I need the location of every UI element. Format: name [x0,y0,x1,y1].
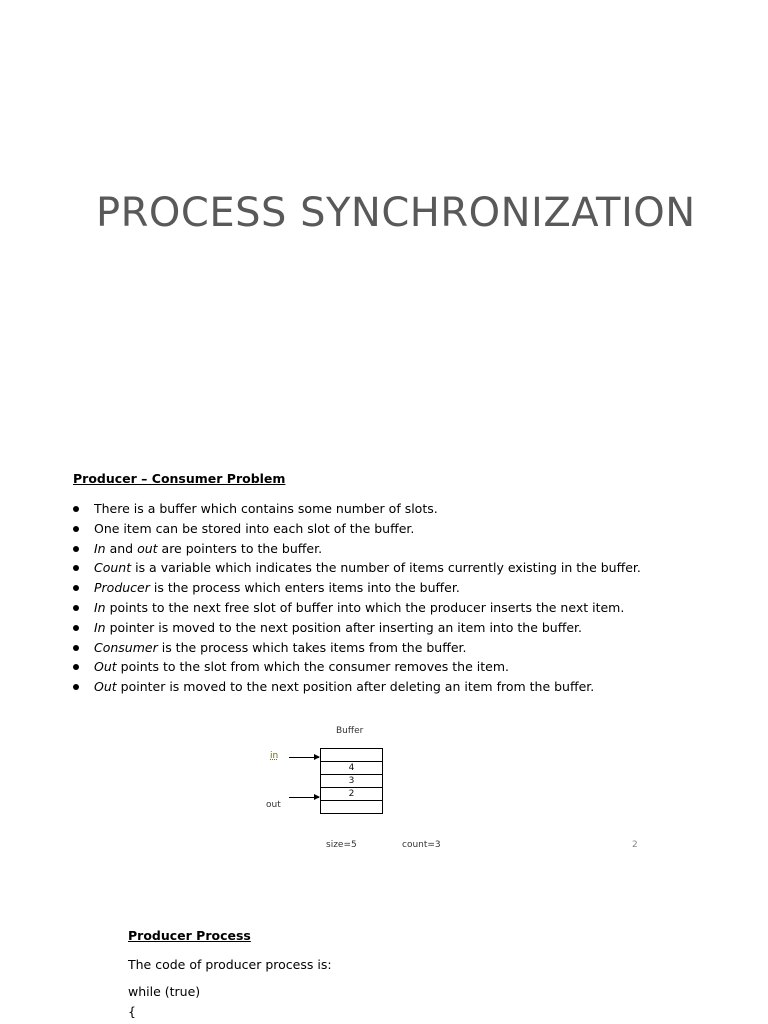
out-pointer-label: out [266,800,281,810]
bullet-item [73,519,713,539]
bullet-item [73,578,713,598]
bullet-text: There is a buffer which contains some number of slots. [94,501,438,516]
bullet-item [73,657,713,677]
bullet-term: Producer [94,580,150,596]
bullet-icon [73,645,79,651]
code-line: while (true) [128,984,201,999]
bullet-item [73,677,713,697]
bullet-icon [73,546,79,552]
bullet-term: Out [94,679,117,695]
bullet-text: points to the slot from which the consumer removes the item. [116,659,509,675]
buffer-label: Buffer [336,726,364,736]
in-pointer-label: in [270,751,279,761]
bullet-term: Count [94,560,132,576]
buffer-slot: 2 [321,788,382,801]
bullet-icon [73,664,79,670]
bullet-text: pointer is moved to the next position after inserting an item into the buffer. [105,619,582,635]
in-pointer-arrow-icon [289,757,319,758]
buffer-slot: 4 [321,762,382,775]
bullet-text: are pointers to the buffer. [157,540,323,556]
bullet-item [73,598,713,618]
buffer-slot [321,749,382,762]
section-heading: Producer – Consumer Problem [73,471,286,486]
bullet-item [73,539,713,559]
bullet-item [73,558,713,578]
bullet-icon [73,565,79,571]
bullet-text: points to the next free slot of buffer into which the producer inserts the next item. [105,599,625,615]
bullet-text: and [105,540,138,556]
document-title: PROCESS SYNCHRONIZATION [96,190,696,236]
bullet-term: In [94,599,106,615]
bullet-text: is the process which takes items from the buffer. [157,639,467,655]
bullet-term: Consumer [94,639,158,655]
bullet-icon [73,526,79,532]
size-label: size=5 [326,840,357,850]
out-pointer-arrow-icon [289,797,319,798]
bullet-icon [73,506,79,512]
bullet-list [73,499,713,697]
buffer-slot [321,801,382,814]
bullet-icon [73,605,79,611]
producer-heading: Producer Process [128,928,251,943]
bullet-text: is a variable which indicates the number of items currently existing in the buffer. [131,560,641,576]
buffer-diagram [320,748,383,814]
bullet-item [73,638,713,658]
bullet-term: out [137,540,158,556]
bullet-text: One item can be stored into each slot of the buffer. [94,520,415,536]
bullet-term: In [94,619,106,635]
producer-intro: The code of producer process is: [128,957,332,972]
code-line: { [128,1004,136,1019]
bullet-icon [73,585,79,591]
bullet-item [73,618,713,638]
bullet-text: pointer is moved to the next position after deleting an item from the buffer. [116,679,595,695]
bullet-term: Out [94,659,117,675]
bullet-icon [73,684,79,690]
bullet-item [73,499,713,519]
bullet-icon [73,625,79,631]
buffer-slot: 3 [321,775,382,788]
bullet-term: In [94,540,106,556]
bullet-text: is the process which enters items into the buffer. [149,580,460,596]
count-label: count=3 [402,840,441,850]
page-number: 2 [632,840,638,850]
